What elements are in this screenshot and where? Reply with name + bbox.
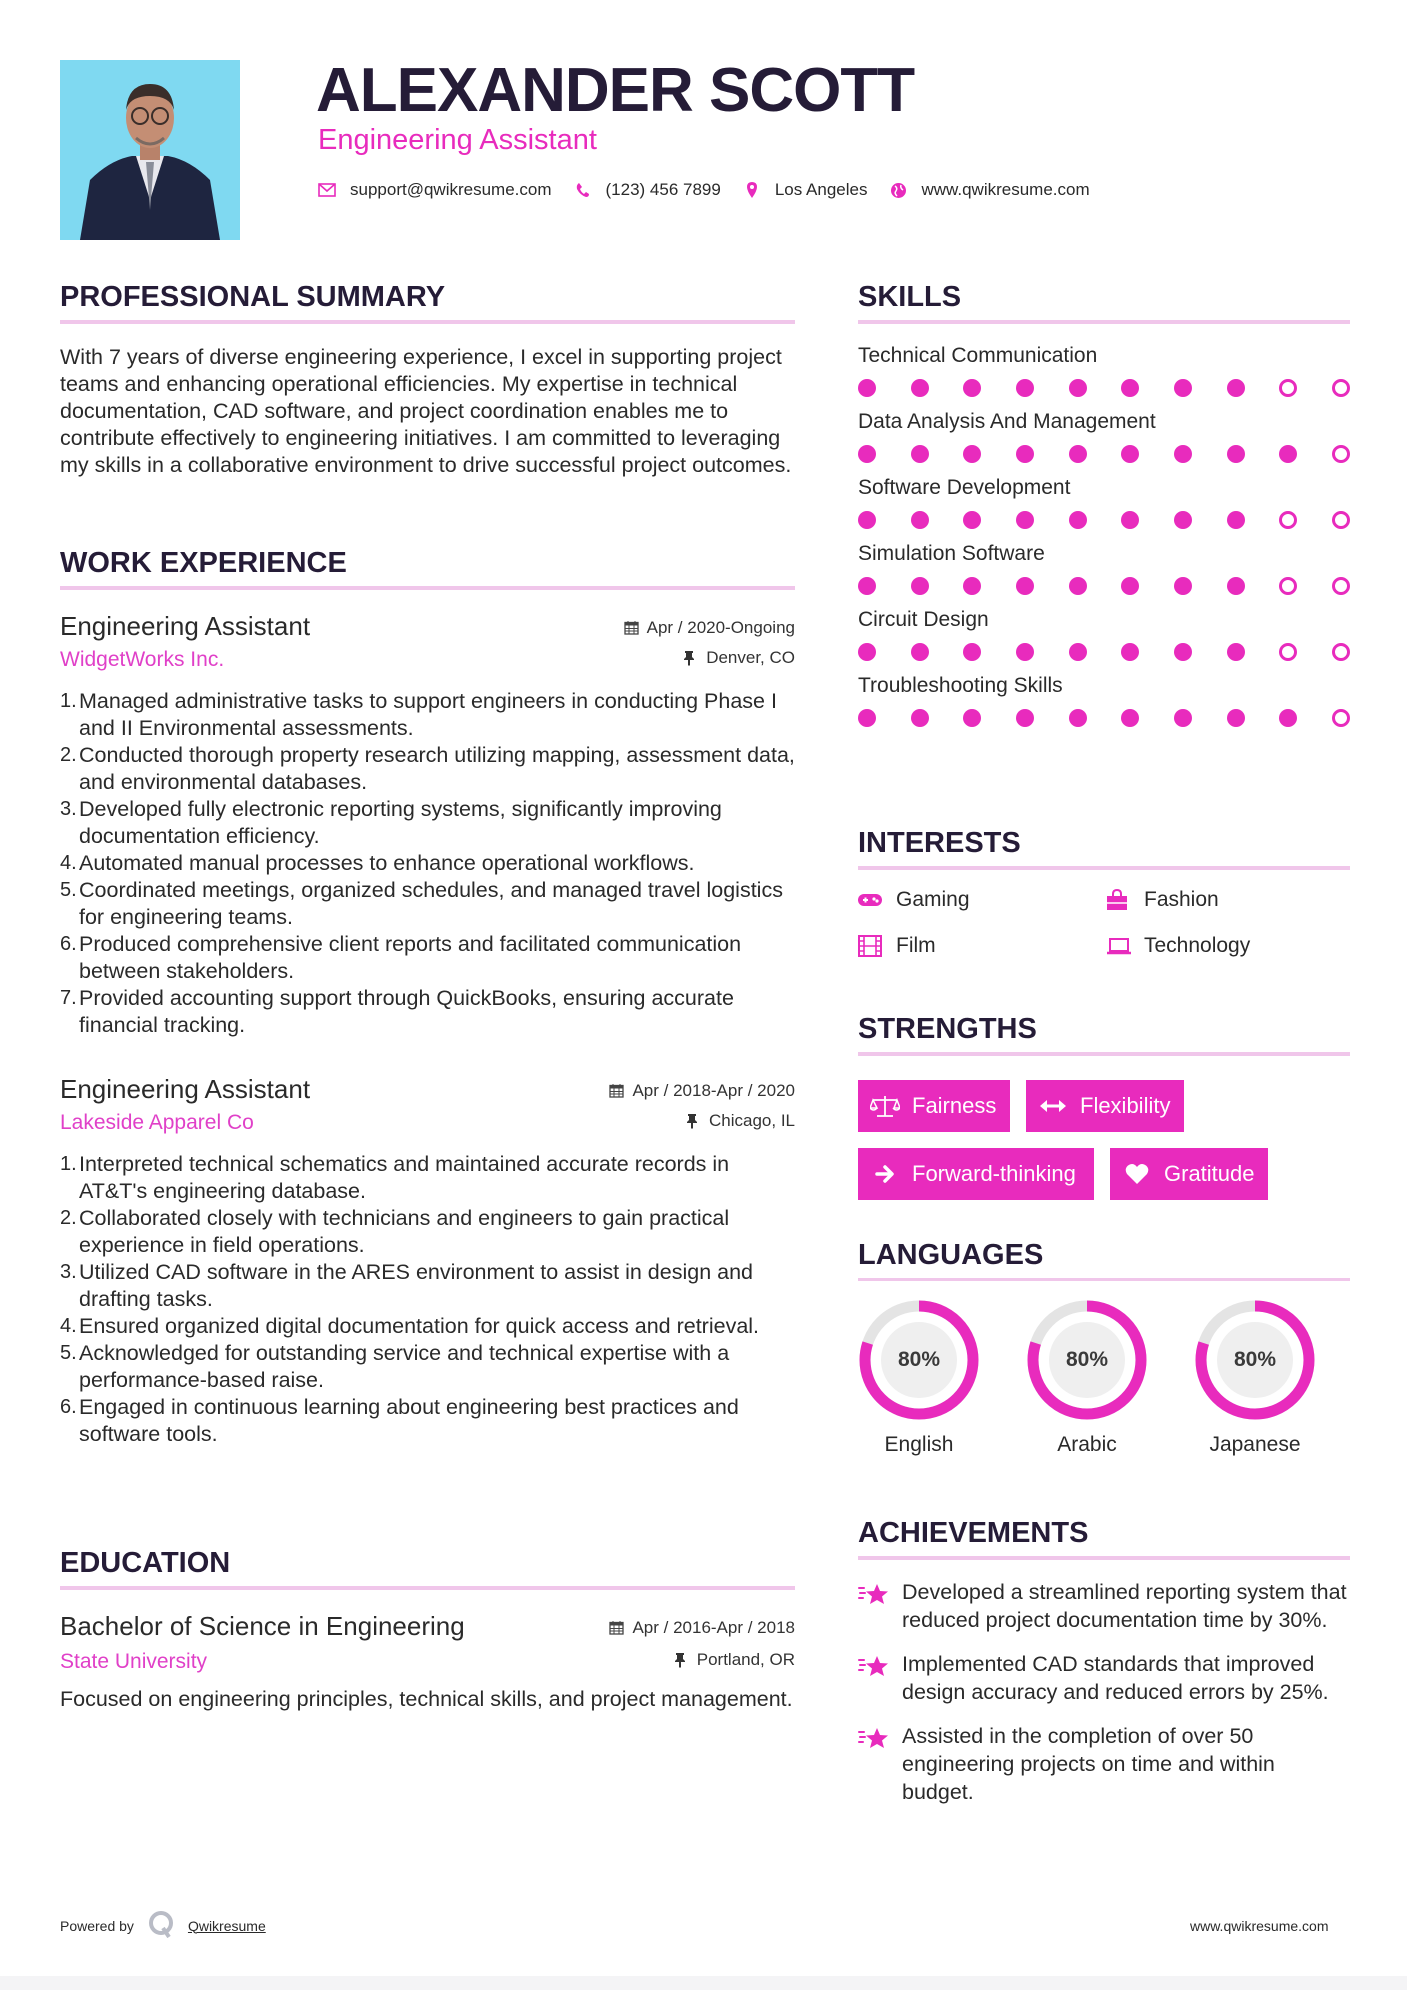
strength-tag: Flexibility xyxy=(1026,1080,1184,1132)
company-name: WidgetWorks Inc. xyxy=(60,648,225,671)
filled-dot-icon xyxy=(1121,709,1139,727)
globe-icon xyxy=(889,181,907,199)
empty-dot-icon xyxy=(1332,445,1350,463)
filled-dot-icon xyxy=(1227,577,1245,595)
job-bullets xyxy=(60,688,795,1039)
empty-dot-icon xyxy=(1279,577,1297,595)
summary-section xyxy=(60,280,795,479)
skill-rating xyxy=(858,708,1350,728)
phone-icon xyxy=(574,181,592,199)
language-item xyxy=(1026,1299,1148,1459)
list-item: 1. Interpreted technical schematics and maintained accurate records in AT&T's engineering database. xyxy=(60,1152,730,1203)
languages-list xyxy=(858,1299,1350,1459)
job-dates: Apr / 2020-Ongoing xyxy=(646,617,795,637)
language-item xyxy=(858,1299,980,1459)
strengths-section xyxy=(858,1012,1350,1200)
filled-dot-icon xyxy=(1174,709,1192,727)
filled-dot-icon xyxy=(911,511,929,529)
list-item: 2. Conducted thorough property research utilizing mapping, assessment data, and environmental databases. xyxy=(60,743,795,794)
pushpin-icon xyxy=(683,650,698,665)
school-name: State University xyxy=(60,1650,208,1673)
job-role: Engineering Assistant xyxy=(60,1074,311,1104)
empty-dot-icon xyxy=(1279,379,1297,397)
shopping-bag-icon xyxy=(1106,889,1132,911)
filled-dot-icon xyxy=(911,577,929,595)
contact-bar xyxy=(318,178,1112,202)
empty-dot-icon xyxy=(1332,511,1350,529)
language-name: English xyxy=(884,1433,954,1456)
filled-dot-icon xyxy=(911,379,929,397)
filled-dot-icon xyxy=(1016,511,1034,529)
education-section xyxy=(60,1546,795,1713)
filled-dot-icon xyxy=(1069,577,1087,595)
map-pin-icon xyxy=(743,181,761,199)
job-entry xyxy=(60,610,795,1039)
filled-dot-icon xyxy=(1016,709,1034,727)
languages-section xyxy=(858,1238,1350,1459)
filled-dot-icon xyxy=(1121,511,1139,529)
filled-dot-icon xyxy=(1016,577,1034,595)
filled-dot-icon xyxy=(1227,709,1245,727)
filled-dot-icon xyxy=(1121,577,1139,595)
list-item: 2. Collaborated closely with technicians and engineers to gain practical experience in field operations. xyxy=(60,1206,730,1257)
section-divider xyxy=(858,320,1350,324)
skill-name: Technical Communication xyxy=(858,344,1098,367)
section-heading-achievements: ACHIEVEMENTS xyxy=(858,1517,1089,1549)
filled-dot-icon xyxy=(1121,445,1139,463)
job-entry xyxy=(60,1073,795,1448)
filled-dot-icon xyxy=(1174,643,1192,661)
calendar-icon xyxy=(609,1083,624,1098)
filled-dot-icon xyxy=(858,577,876,595)
job-dates: Apr / 2018-Apr / 2020 xyxy=(632,1080,795,1100)
filled-dot-icon xyxy=(911,643,929,661)
filled-dot-icon xyxy=(1016,445,1034,463)
list-item: 1. Managed administrative tasks to support engineers in conducting Phase I and II Environmental assessments. xyxy=(60,689,777,740)
filled-dot-icon xyxy=(858,643,876,661)
pushpin-icon xyxy=(674,1652,689,1667)
skill-name: Circuit Design xyxy=(858,608,989,631)
section-divider xyxy=(60,586,795,590)
language-progress-ring xyxy=(1026,1299,1148,1421)
interests-section xyxy=(858,826,1350,960)
list-item: 6. Produced comprehensive client reports and facilitated communication between stakeholders. xyxy=(60,932,742,983)
contact-email[interactable]: support@qwikresume.com xyxy=(350,180,552,199)
contact-phone[interactable]: (123) 456 7899 xyxy=(605,180,721,199)
job-role: Engineering Assistant xyxy=(60,611,311,641)
language-progress-ring xyxy=(1194,1299,1316,1421)
film-icon xyxy=(858,935,884,957)
skill-item xyxy=(858,540,1350,596)
pushpin-icon xyxy=(686,1113,701,1128)
filled-dot-icon xyxy=(963,577,981,595)
filled-dot-icon xyxy=(963,379,981,397)
language-item xyxy=(1194,1299,1316,1459)
skill-name: Data Analysis And Management xyxy=(858,410,1156,433)
education-location: Portland, OR xyxy=(696,1649,795,1669)
skill-rating xyxy=(858,378,1350,398)
education-dates: Apr / 2016-Apr / 2018 xyxy=(632,1617,795,1637)
filled-dot-icon xyxy=(1279,709,1297,727)
page-bottom-edge xyxy=(0,1976,1407,1990)
filled-dot-icon xyxy=(1227,445,1245,463)
calendar-icon xyxy=(624,620,639,635)
section-divider xyxy=(858,866,1350,870)
interest-item: Fashion xyxy=(1106,886,1350,914)
section-divider xyxy=(60,1586,795,1590)
experience-section xyxy=(60,546,795,1448)
list-item: 3. Utilized CAD software in the ARES environment to assist in design and drafting tasks. xyxy=(60,1260,753,1311)
language-percent: 80% xyxy=(1065,1348,1109,1371)
skill-rating xyxy=(858,642,1350,662)
achievement-item: Implemented CAD standards that improved design accuracy and reduced errors by 25%. xyxy=(858,1650,1350,1706)
arrows-horizontal-icon xyxy=(1038,1094,1068,1118)
filled-dot-icon xyxy=(1174,379,1192,397)
list-item: 7. Provided accounting support through QuickBooks, ensuring accurate financial tracking. xyxy=(60,986,734,1037)
strength-tag: Fairness xyxy=(858,1080,1010,1132)
interest-item: Film xyxy=(858,932,1106,960)
contact-website[interactable]: www.qwikresume.com xyxy=(921,180,1090,199)
language-name: Japanese xyxy=(1209,1433,1301,1456)
skills-section xyxy=(858,280,1350,738)
skill-item xyxy=(858,474,1350,530)
list-item: 4. Ensured organized digital documentation for quick access and retrieval. xyxy=(60,1314,760,1338)
qwikresume-logo-icon xyxy=(148,1910,174,1941)
shooting-star-icon xyxy=(858,1650,902,1706)
empty-dot-icon xyxy=(1332,643,1350,661)
skill-rating xyxy=(858,444,1350,464)
laptop-icon xyxy=(1106,935,1132,957)
person-portrait-image xyxy=(60,60,240,240)
achievement-item: Assisted in the completion of over 50 engineering projects on time and within budget. xyxy=(858,1722,1350,1806)
filled-dot-icon xyxy=(1121,379,1139,397)
empty-dot-icon xyxy=(1332,379,1350,397)
language-percent: 80% xyxy=(1233,1348,1277,1371)
filled-dot-icon xyxy=(1016,379,1034,397)
achievement-item: Developed a streamlined reporting system that reduced project documentation time by 30%. xyxy=(858,1578,1350,1634)
list-item: 5. Acknowledged for outstanding service and technical expertise with a performance-based raise. xyxy=(60,1341,730,1392)
skill-item xyxy=(858,342,1350,398)
achievements-section xyxy=(858,1516,1350,1822)
filled-dot-icon xyxy=(963,511,981,529)
degree-name: Bachelor of Science in Engineering xyxy=(60,1611,465,1641)
company-name: Lakeside Apparel Co xyxy=(60,1111,254,1134)
section-heading-education: EDUCATION xyxy=(60,1547,231,1579)
gamepad-icon xyxy=(858,889,884,911)
section-heading-interests: INTERESTS xyxy=(858,827,1021,859)
job-location: Denver, CO xyxy=(706,647,795,667)
qwikresume-link[interactable]: Qwikresume xyxy=(187,1917,266,1934)
empty-dot-icon xyxy=(1332,709,1350,727)
skill-rating xyxy=(858,576,1350,596)
list-item: 6. Engaged in continuous learning about engineering best practices and software tools. xyxy=(60,1395,739,1446)
language-percent: 80% xyxy=(897,1348,941,1371)
filled-dot-icon xyxy=(858,511,876,529)
filled-dot-icon xyxy=(858,445,876,463)
filled-dot-icon xyxy=(1279,445,1297,463)
empty-dot-icon xyxy=(1279,643,1297,661)
filled-dot-icon xyxy=(1174,511,1192,529)
shooting-star-icon xyxy=(858,1722,902,1806)
filled-dot-icon xyxy=(1069,379,1087,397)
skills-list xyxy=(858,342,1350,728)
job-bullets xyxy=(60,1151,795,1448)
filled-dot-icon xyxy=(1227,511,1245,529)
interest-item: Technology xyxy=(1106,932,1350,960)
section-divider xyxy=(858,1052,1350,1056)
heart-icon xyxy=(1122,1162,1152,1186)
shooting-star-icon xyxy=(858,1578,902,1634)
envelope-icon xyxy=(318,181,336,199)
section-heading-skills: SKILLS xyxy=(858,281,962,313)
filled-dot-icon xyxy=(1227,379,1245,397)
section-divider xyxy=(858,1556,1350,1560)
calendar-icon xyxy=(609,1620,624,1635)
filled-dot-icon xyxy=(858,379,876,397)
filled-dot-icon xyxy=(1069,445,1087,463)
summary-text: With 7 years of diverse engineering experience, I excel in supporting project teams and enhancing operational efficiencies. My expertise in technical documentation, CAD software, and project coordination enables me to contribute effectively to engineering initiatives. I am committed to leveraging my skills in a collaborative environment to drive successful project outcomes. xyxy=(60,345,792,477)
candidate-name: ALEXANDER SCOTT xyxy=(316,56,915,125)
filled-dot-icon xyxy=(963,445,981,463)
footer-website[interactable]: www.qwikresume.com xyxy=(1190,1918,1329,1934)
language-progress-ring xyxy=(858,1299,980,1421)
skill-name: Software Development xyxy=(858,476,1071,499)
filled-dot-icon xyxy=(1069,643,1087,661)
filled-dot-icon xyxy=(963,643,981,661)
interest-item: Gaming xyxy=(858,886,1106,914)
balance-scale-icon xyxy=(870,1094,900,1118)
filled-dot-icon xyxy=(911,709,929,727)
list-item: 3. Developed fully electronic reporting systems, significantly improving documentation efficiency. xyxy=(60,797,722,848)
section-heading-experience: WORK EXPERIENCE xyxy=(60,547,347,579)
strength-tag: Gratitude xyxy=(1110,1148,1268,1200)
skill-name: Troubleshooting Skills xyxy=(858,674,1063,697)
arrow-right-icon xyxy=(870,1162,900,1186)
contact-location: Los Angeles xyxy=(774,180,868,199)
filled-dot-icon xyxy=(1016,643,1034,661)
filled-dot-icon xyxy=(1069,709,1087,727)
filled-dot-icon xyxy=(1227,643,1245,661)
section-divider xyxy=(858,1278,1350,1281)
section-heading-summary: PROFESSIONAL SUMMARY xyxy=(60,281,446,313)
skill-item xyxy=(858,672,1350,728)
section-heading-strengths: STRENGTHS xyxy=(858,1013,1037,1045)
filled-dot-icon xyxy=(1174,445,1192,463)
education-description: Focused on engineering principles, technical skills, and project management. xyxy=(60,1687,793,1711)
language-name: Arabic xyxy=(1057,1433,1117,1456)
skill-rating xyxy=(858,510,1350,530)
skill-name: Simulation Software xyxy=(858,542,1045,565)
section-heading-languages: LANGUAGES xyxy=(858,1239,1044,1271)
candidate-title: Engineering Assistant xyxy=(318,124,597,156)
skill-item xyxy=(858,408,1350,464)
skill-item xyxy=(858,606,1350,662)
filled-dot-icon xyxy=(911,445,929,463)
section-divider xyxy=(60,320,795,324)
list-item: 5. Coordinated meetings, organized schedules, and managed travel logistics for engineering teams. xyxy=(60,878,783,929)
filled-dot-icon xyxy=(1174,577,1192,595)
filled-dot-icon xyxy=(963,709,981,727)
empty-dot-icon xyxy=(1279,511,1297,529)
filled-dot-icon xyxy=(1069,511,1087,529)
empty-dot-icon xyxy=(1332,577,1350,595)
powered-by-label: Powered by xyxy=(60,1917,134,1934)
strength-tag: Forward-thinking xyxy=(858,1148,1094,1200)
list-item: 4. Automated manual processes to enhance operational workflows. xyxy=(60,851,695,875)
footer-powered-by xyxy=(60,1910,266,1941)
filled-dot-icon xyxy=(1121,643,1139,661)
job-location: Chicago, IL xyxy=(709,1110,795,1130)
filled-dot-icon xyxy=(858,709,876,727)
profile-photo xyxy=(60,60,240,240)
